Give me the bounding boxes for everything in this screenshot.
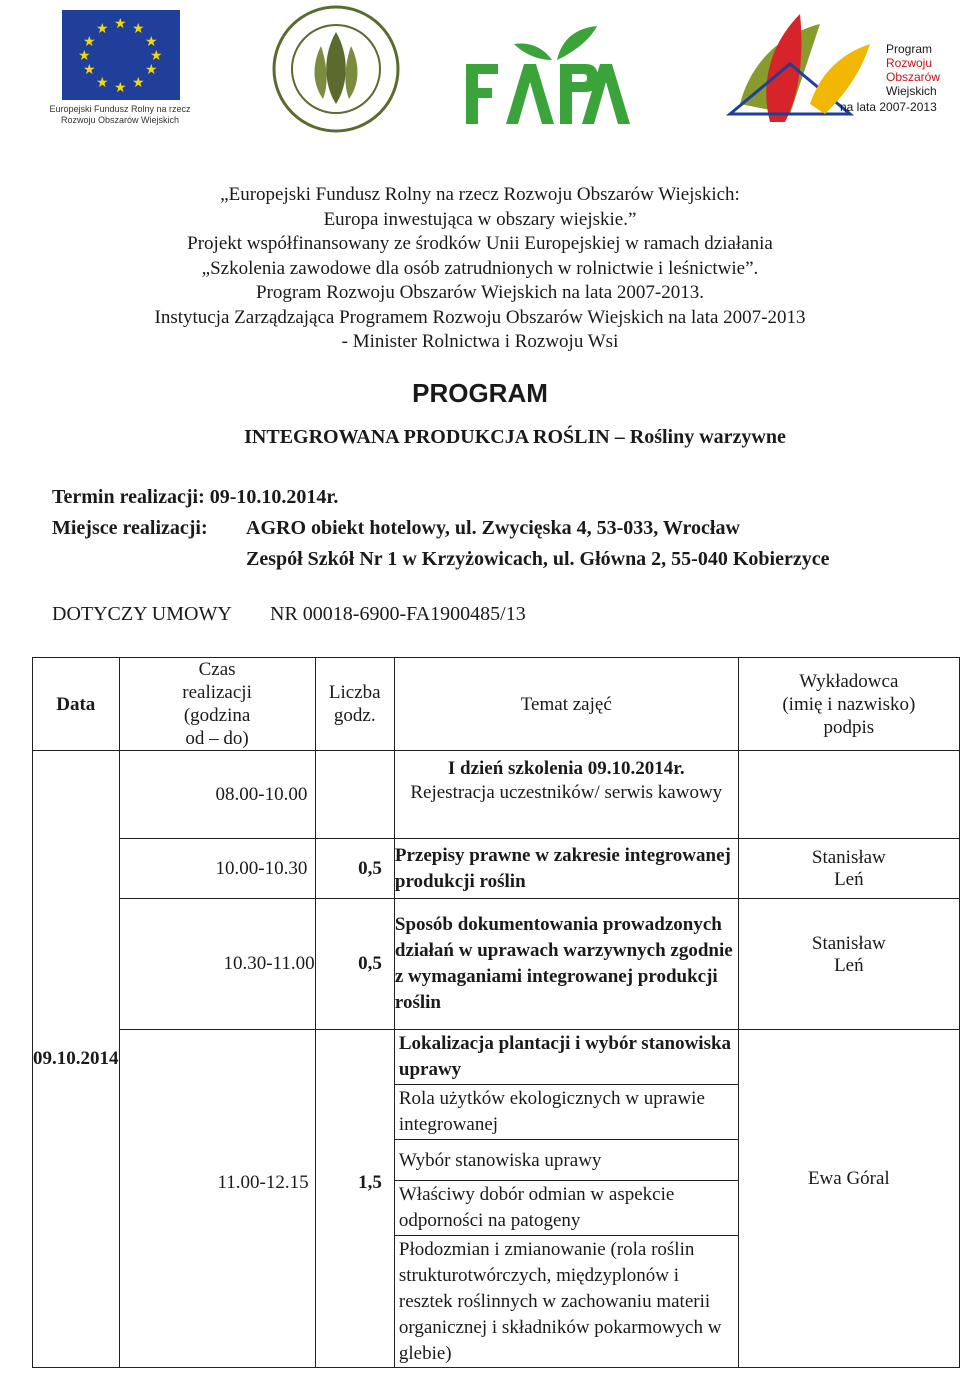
row-hours: 1,5 bbox=[315, 1030, 394, 1368]
prow-years: na lata 2007-2013 bbox=[840, 100, 937, 114]
header-line: realizacji bbox=[182, 682, 252, 703]
miejsce-1: AGRO obiekt hotelowy, ul. Zwycięska 4, 53-033, Wrocław bbox=[246, 517, 740, 539]
intro-line: - Minister Rolnictwa i Rozwoju Wsi bbox=[341, 331, 619, 352]
topic-item: Rola użytków ekologicznych w uprawie integrowanej bbox=[395, 1085, 738, 1140]
eu-caption: Europejski Fundusz Rolny na rzecz Rozwoju Obszarów Wiejskich bbox=[49, 104, 191, 125]
ministry-logo bbox=[263, 4, 409, 134]
row-topic-cell bbox=[394, 751, 738, 839]
header-wykladowca bbox=[738, 658, 959, 751]
intro-text bbox=[0, 183, 960, 355]
row-lecturer: Stanisław Leń bbox=[738, 899, 959, 1030]
row-lecturer: Stanisław Leń bbox=[738, 839, 959, 899]
row-time: 08.00-10.00 bbox=[119, 751, 315, 839]
row-topic: Przepisy prawne w zakresie integrowanej produkcji roślin bbox=[394, 839, 738, 899]
row-hours: 0,5 bbox=[315, 839, 394, 899]
prow-title bbox=[886, 42, 940, 98]
miejsce-2: Zespół Szkół Nr 1 w Krzyżowicach, ul. Główna 2, 55-040 Kobierzyce bbox=[246, 548, 830, 570]
row-hours: 0,5 bbox=[315, 899, 394, 1030]
topic-item: Rejestracja uczestników/ serwis kawowy bbox=[410, 782, 723, 803]
topic-item: Płodozmian i zmianowanie (rola roślin strukturotwórczych, międzyplonów i resztek roślinnych w zachowaniu materii organicznej i składników pokarmowych w glebie) bbox=[398, 1239, 722, 1364]
prow-line: Rozwoju bbox=[886, 56, 933, 70]
umowa-label: DOTYCZY UMOWY bbox=[52, 603, 232, 625]
table-row bbox=[33, 899, 960, 1030]
row-lecturer: Ewa Góral bbox=[738, 1030, 959, 1368]
day-heading: I dzień szkolenia 09.10.2014r. bbox=[447, 758, 685, 779]
logo-bar bbox=[0, 0, 960, 140]
fapa-logo bbox=[462, 20, 632, 128]
miejsce-label: Miejsce realizacji: bbox=[52, 517, 208, 539]
row-time: 10.30-11.00 bbox=[119, 899, 315, 1030]
intro-line: Program Rozwoju Obszarów Wiejskich na lata 2007-2013. bbox=[256, 282, 704, 303]
eu-flag-icon: ★ ★ ★ ★ ★ ★ ★ ★ ★ ★ ★ ★ bbox=[62, 10, 180, 100]
row-topic-cell bbox=[394, 1030, 738, 1368]
header-czas bbox=[119, 658, 315, 751]
table-row bbox=[33, 839, 960, 899]
header-liczba bbox=[315, 658, 394, 751]
table-header-row bbox=[33, 658, 960, 751]
topic-item: Wybór stanowiska uprawy bbox=[395, 1140, 738, 1181]
row-lecturer bbox=[738, 751, 959, 839]
umowa-number: NR 00018-6900-FA1900485/13 bbox=[270, 603, 526, 625]
page-title: PROGRAM bbox=[412, 378, 548, 408]
prow-logo bbox=[700, 4, 952, 129]
topic-item: Lokalizacja plantacji i wybór stanowiska uprawy bbox=[395, 1030, 738, 1085]
header-line: godz. bbox=[333, 705, 376, 726]
row-time: 10.00-10.30 bbox=[119, 839, 315, 899]
table-row bbox=[33, 751, 960, 839]
topic-item: Właściwy dobór odmian w aspekcie odporności na patogeny bbox=[395, 1181, 738, 1236]
header-temat: Temat zajęć bbox=[394, 658, 738, 751]
header-data: Data bbox=[33, 658, 120, 751]
prow-line: Obszarów bbox=[886, 70, 941, 84]
row-topic: Sposób dokumentowania prowadzonych działań w uprawach warzywnych zgodnie z wymaganiami integrowanej produkcji roślin bbox=[394, 899, 738, 1030]
intro-line: Europa inwestująca w obszary wiejskie.” bbox=[323, 208, 637, 230]
header-line: od – do) bbox=[185, 728, 249, 749]
row-time: 11.00-12.15 bbox=[119, 1030, 315, 1368]
eu-logo bbox=[40, 6, 200, 130]
header-line: Liczba bbox=[328, 682, 381, 703]
termin: Termin realizacji: 09-10.10.2014r. bbox=[52, 486, 339, 508]
row-hours bbox=[315, 751, 394, 839]
header-line: (godzina bbox=[183, 705, 251, 726]
schedule-table bbox=[32, 657, 960, 1368]
prow-line: Wiejskich bbox=[886, 84, 937, 98]
header-line: Czas bbox=[198, 659, 236, 680]
intro-line: „Szkolenia zawodowe dla osób zatrudnionych w rolnictwie i leśnictwie”. bbox=[201, 257, 759, 279]
header-line: Wykładowca bbox=[799, 670, 899, 692]
header-line: podpis bbox=[823, 716, 875, 738]
row-date: 09.10.2014 bbox=[33, 751, 120, 1368]
table-row bbox=[33, 1030, 960, 1368]
prow-line: Program bbox=[886, 42, 933, 56]
header-line: (imię i nazwisko) bbox=[782, 693, 916, 715]
intro-line: Instytucja Zarządzająca Programem Rozwoju Obszarów Wiejskich na lata 2007-2013 bbox=[154, 306, 806, 328]
intro-line: Projekt współfinansowany ze środków Unii Europejskiej w ramach działania bbox=[187, 233, 773, 254]
intro-line: „Europejski Fundusz Rolny na rzecz Rozwoju Obszarów Wiejskich: bbox=[220, 184, 740, 205]
page-subtitle: INTEGROWANA PRODUKCJA ROŚLIN – Rośliny warzywne bbox=[244, 426, 786, 448]
